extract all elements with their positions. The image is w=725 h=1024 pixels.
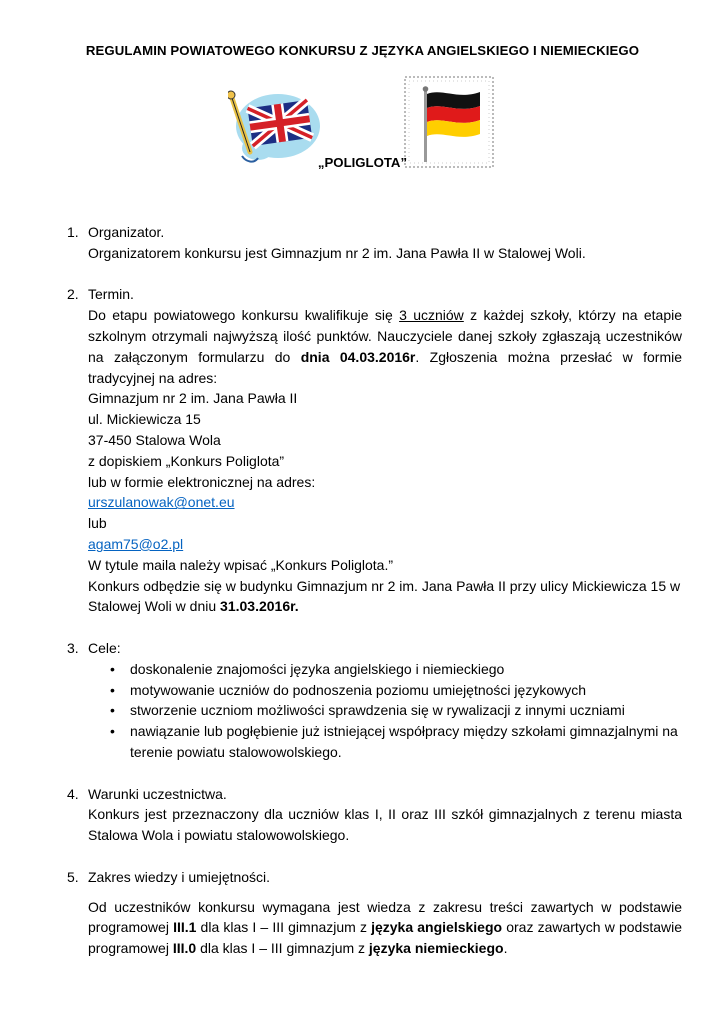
qualification-paragraph: Do etapu powiatowego konkursu kwalifikuje się 3 uczniów z każdej szkoły, którzy na etapie szkolnym otrzymali najwyższą ilość punktów. Nauczyciele danej szkoły zgłaszają uczestników na załączonym formularzu do dnia 04.03.2016r. Zgłoszenia można przesłać w formie tradycyjnej na adres:	[88, 307, 683, 386]
section-number: 5.	[67, 868, 79, 885]
venue-line: Konkurs odbędzie się w budynku Gimnazjum nr 2 im. Jana Pawła II przy ulicy Mickiewicza 15 w	[88, 577, 681, 594]
section-number: 2.	[67, 286, 79, 303]
contest-date: 31.03.2016r.	[220, 598, 299, 615]
goals-list	[88, 659, 682, 763]
list-item: • nawiązanie lub pogłębienie już istniejącej współpracy między szkołami gimnazjalnymi na terenie powiatu stalowowolskiego.	[130, 721, 682, 763]
regulations-body	[67, 222, 682, 959]
email-link-agam75[interactable]: agam75@o2.pl	[88, 535, 184, 552]
mail-title-note: W tytule maila należy wpisać „Konkurs Poliglota.”	[88, 556, 394, 573]
electronic-note: lub w formie elektronicznej na adres:	[88, 473, 316, 490]
venue-date-line: Stalowej Woli w dniu 31.03.2016r.	[88, 598, 299, 615]
address-line: Gimnazjum nr 2 im. Jana Pawła II	[88, 390, 298, 407]
list-item: • motywowanie uczniów do podnoszenia poziomu umiejętności językowych	[130, 680, 682, 701]
email-link-urszulanowak[interactable]: urszulanowak@onet.eu	[88, 494, 235, 511]
section-heading: Cele:	[88, 639, 121, 656]
list-item: • doskonalenie znajomości języka angielskiego i niemieckiego	[130, 659, 682, 680]
section-conditions	[67, 784, 682, 846]
section-scope	[67, 867, 682, 888]
contest-name: „POLIGLOTA”	[317, 155, 408, 170]
address-line: 37-450 Stalowa Wola	[88, 431, 221, 448]
section-heading: Termin.	[88, 286, 134, 303]
registration-deadline: dnia 04.03.2016r	[300, 348, 416, 365]
qualified-count: 3 uczniów	[399, 307, 464, 324]
section-number: 4.	[67, 785, 79, 802]
section-text: Organizatorem konkursu jest Gimnazjum nr 2 im. Jana Pawła II w Stalowej Woli.	[88, 244, 586, 261]
address-line: ul. Mickiewicza 15	[88, 411, 201, 428]
or-text: lub	[88, 515, 107, 532]
section-heading: Organizator.	[88, 224, 165, 240]
scope-paragraph: Od uczestników konkursu wymagana jest wiedza z zakresu treści zawartych w podstawie programowej III.1 dla klas I – III gimnazjum z języka angielskiego oraz zawartych w podstawie programowej III.0 dla klas I – III gimnazjum z języka niemieckiego.	[88, 898, 683, 957]
list-item: • stworzenie uczniom możliwości sprawdzenia się w rywalizacji z innymi uczniami	[130, 700, 682, 721]
section-text: Konkurs jest przeznaczony dla uczniów klas I, II oraz III szkół gimnazjalnych z terenu miasta Stalowa Wola i powiatu stalowowolskiego.	[88, 806, 682, 844]
section-number: 3.	[67, 639, 79, 656]
section-heading: Zakres wiedzy i umiejętności.	[88, 868, 271, 885]
section-term	[67, 284, 682, 617]
section-organizer	[67, 222, 682, 264]
section-number: 1.	[67, 224, 79, 240]
document-title: REGULAMIN POWIATOWEGO KONKURSU Z JĘZYKA ANGIELSKIEGO I NIEMIECKIEGO	[85, 43, 640, 58]
section-heading: Warunki uczestnictwa.	[88, 785, 227, 802]
address-note: z dopiskiem „Konkurs Poliglota”	[88, 452, 285, 469]
section-goals	[67, 638, 682, 763]
